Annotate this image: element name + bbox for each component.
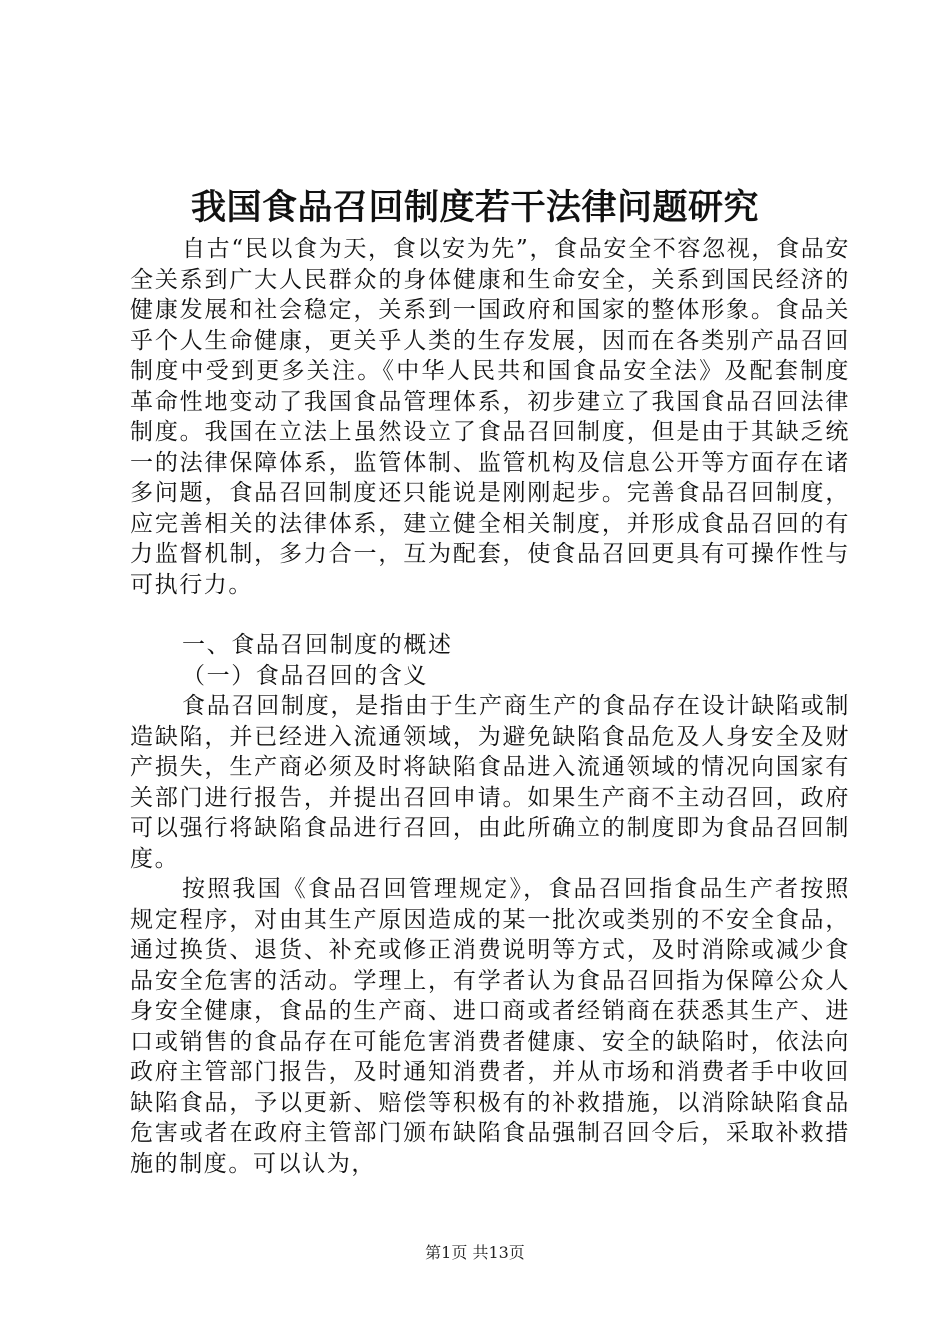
subsection-heading: （一）食品召回的含义 — [182, 662, 428, 689]
section-heading: 一、食品召回制度的概述 — [182, 632, 453, 658]
regulation-paragraph: 按照我国《食品召回管理规定》，食品召回指食品生产者按照规定程序，对由其生产原因造成的某一批次或类别的不安全食品，通过换货、退货、补充或修正消费说明等方式，及时消除或减少食品安全危害的活动。学理上，有学者认为食品召回指为保障公众人身安全健康，食品的生产商、进口商或者经销商在获悉其生产、进口或销售的食品存在可能危害消费者健康、安全的缺陷时，依法向政府主管部门报告，及时通知消费者，并从市场和消费者手中收回缺陷食品，予以更新、赔偿等积极有的补救措施，以消除缺陷食品危害或者在政府主管部门颁布缺陷食品强制召回令后，采取补救措施的制度。可以认为， — [130, 876, 850, 1177]
document-body — [130, 234, 850, 1179]
document-title: 我国食品召回制度若干法律问题研究 — [190, 187, 759, 228]
definition-paragraph: 食品召回制度，是指由于生产商生产的食品存在设计缺陷或制造缺陷，并已经进入流通领域，为避免缺陷食品危及人身安全及财产损失，生产商必须及时将缺陷食品进入流通领域的情况向国家有关部门进行报告，并提出召回申请。如果生产商不主动召回，政府可以强行将缺陷食品进行召回，由此所确立的制度即为食品召回制度。 — [130, 693, 850, 872]
page-number-footer: 第1页 共13页 — [425, 1243, 525, 1262]
intro-paragraph: 自古“民以食为天，食以安为先”，食品安全不容忽视，食品安全关系到广大人民群众的身体健康和生命安全，关系到国民经济的健康发展和社会稳定，关系到一国政府和国家的整体形象。食品关乎个人生命健康，更关乎人类的生存发展，因而在各类别产品召回制度中受到更多关注。《中华人民共和国食品安全法》及配套制度革命性地变动了我国食品管理体系，初步建立了我国食品召回法律制度。我国在立法上虽然设立了食品召回制度，但是由于其缺乏统一的法律保障体系，监管体制、监管机构及信息公开等方面存在诸多问题，食品召回制度还只能说是刚刚起步。完善食品召回制度，应完善相关的法律体系，建立健全相关制度，并形成食品召回的有力监督机制，多力合一，互为配套，使食品召回更具有可操作性与可执行力。 — [130, 236, 850, 598]
paragraph-spacer — [130, 600, 850, 630]
